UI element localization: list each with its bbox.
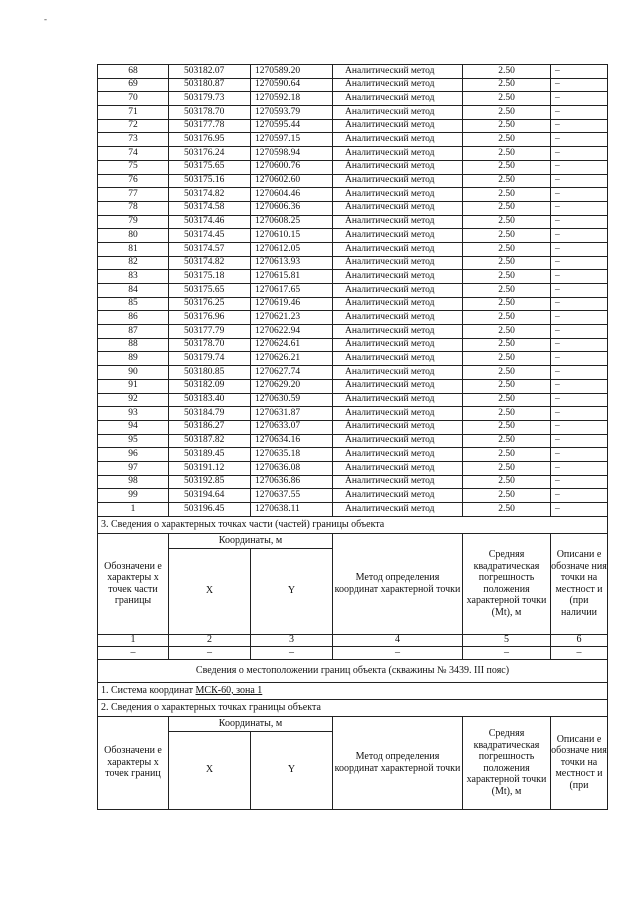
point-number-cell: 97 [98,461,169,475]
index-cell: 4 [333,634,463,646]
coord-x-cell: 503174.82 [169,188,251,202]
section3-title-row [98,516,608,533]
coord-y-cell: 1270610.15 [251,229,333,243]
index-cell: 6 [551,634,608,646]
table-row [98,461,608,475]
description-cell: – [551,229,608,243]
coord-y-cell: 1270626.21 [251,352,333,366]
precision-cell: 2.50 [463,201,551,215]
header2-description: Описани е обозначе ния точки на местност и (при [551,716,608,809]
method-cell: Аналитический метод [333,78,463,92]
precision-cell: 2.50 [463,379,551,393]
method-cell: Аналитический метод [333,311,463,325]
table-row [98,160,608,174]
method-cell: Аналитический метод [333,147,463,161]
table-row [98,92,608,106]
coord-x-cell: 503175.16 [169,174,251,188]
table-row [98,256,608,270]
table-row [98,65,608,79]
index-cell: 2 [169,634,251,646]
coord-y-cell: 1270589.20 [251,65,333,79]
method-cell: Аналитический метод [333,119,463,133]
method-cell: Аналитический метод [333,325,463,339]
header1-row-a [98,533,608,548]
coord-x-cell: 503174.57 [169,242,251,256]
index-cell: 5 [463,634,551,646]
index-row [98,634,608,646]
point-number-cell: 82 [98,256,169,270]
precision-cell: 2.50 [463,311,551,325]
description-cell: – [551,420,608,434]
description-cell: – [551,393,608,407]
dash-cell: – [169,646,251,659]
coord-x-cell: 503177.79 [169,325,251,339]
precision-cell: 2.50 [463,366,551,380]
description-cell: – [551,65,608,79]
precision-cell: 2.50 [463,284,551,298]
point-number-cell: 1 [98,503,169,517]
method-cell: Аналитический метод [333,270,463,284]
table-row [98,242,608,256]
section2-title-row [98,699,608,716]
precision-cell: 2.50 [463,270,551,284]
point-number-cell: 93 [98,407,169,421]
points-table [97,64,608,810]
coord-x-cell: 503175.18 [169,270,251,284]
precision-cell: 2.50 [463,352,551,366]
table-row [98,475,608,489]
table-row [98,229,608,243]
coord-y-cell: 1270597.15 [251,133,333,147]
section3-title: 3. Сведения о характерных точках части (частей) границы объекта [98,516,608,533]
coord-y-cell: 1270613.93 [251,256,333,270]
table-row [98,311,608,325]
index-cell: 1 [98,634,169,646]
description-cell: – [551,407,608,421]
description-cell: – [551,78,608,92]
precision-cell: 2.50 [463,475,551,489]
coord-x-cell: 503182.07 [169,65,251,79]
coord-x-cell: 503176.96 [169,311,251,325]
method-cell: Аналитический метод [333,338,463,352]
point-number-cell: 86 [98,311,169,325]
point-number-cell: 92 [98,393,169,407]
location-title-row [98,659,608,682]
coord-y-cell: 1270604.46 [251,188,333,202]
method-cell: Аналитический метод [333,215,463,229]
table-row [98,420,608,434]
coord-y-cell: 1270634.16 [251,434,333,448]
table-row [98,270,608,284]
description-cell: – [551,133,608,147]
precision-cell: 2.50 [463,215,551,229]
dash-cell: – [463,646,551,659]
point-number-cell: 91 [98,379,169,393]
description-cell: – [551,201,608,215]
coord-y-cell: 1270606.36 [251,201,333,215]
method-cell: Аналитический метод [333,503,463,517]
method-cell: Аналитический метод [333,434,463,448]
point-number-cell: 95 [98,434,169,448]
coord-y-cell: 1270630.59 [251,393,333,407]
section2-title: 2. Сведения о характерных точках границы объекта [98,699,608,716]
coord-x-cell: 503174.45 [169,229,251,243]
table-row [98,297,608,311]
description-cell: – [551,448,608,462]
point-number-cell: 79 [98,215,169,229]
coord-x-cell: 503175.65 [169,284,251,298]
table-row [98,78,608,92]
description-cell: – [551,270,608,284]
precision-cell: 2.50 [463,434,551,448]
coord-y-cell: 1270615.81 [251,270,333,284]
method-cell: Аналитический метод [333,407,463,421]
table-row [98,503,608,517]
index-cell: 3 [251,634,333,646]
coord-x-cell: 503174.58 [169,201,251,215]
description-cell: – [551,366,608,380]
point-number-cell: 89 [98,352,169,366]
coord-x-cell: 503174.82 [169,256,251,270]
method-cell: Аналитический метод [333,393,463,407]
method-cell: Аналитический метод [333,242,463,256]
coord-y-cell: 1270598.94 [251,147,333,161]
method-cell: Аналитический метод [333,489,463,503]
header1-method: Метод определения координат характерной точки [333,533,463,634]
corner-mark: - [44,14,47,24]
coord-x-cell: 503176.24 [169,147,251,161]
coord-x-cell: 503178.70 [169,338,251,352]
points-rows [98,65,608,517]
table-row [98,407,608,421]
precision-cell: 2.50 [463,174,551,188]
point-number-cell: 83 [98,270,169,284]
description-cell: – [551,475,608,489]
method-cell: Аналитический метод [333,420,463,434]
table-row [98,147,608,161]
table-row [98,133,608,147]
location-title: Сведения о местоположении границ объекта (скважины № 3439. III пояс) [98,659,608,682]
point-number-cell: 72 [98,119,169,133]
precision-cell: 2.50 [463,338,551,352]
table-row [98,174,608,188]
header2-method: Метод определения координат характерной точки [333,716,463,809]
method-cell: Аналитический метод [333,284,463,298]
coord-x-cell: 503179.74 [169,352,251,366]
precision-cell: 2.50 [463,297,551,311]
coord-y-cell: 1270608.25 [251,215,333,229]
description-cell: – [551,92,608,106]
coord-x-cell: 503184.79 [169,407,251,421]
coord-x-cell: 503175.65 [169,160,251,174]
table-row [98,448,608,462]
method-cell: Аналитический метод [333,229,463,243]
header1-designation: Обозначени е характеры х точек части границы [98,533,169,634]
coord-y-cell: 1270624.61 [251,338,333,352]
coord-system-row [98,682,608,699]
coord-y-cell: 1270612.05 [251,242,333,256]
coord-x-cell: 503174.46 [169,215,251,229]
precision-cell: 2.50 [463,65,551,79]
header2-x: X [169,731,251,809]
method-cell: Аналитический метод [333,65,463,79]
header1-y: Y [251,548,333,634]
coord-x-cell: 503176.25 [169,297,251,311]
point-number-cell: 76 [98,174,169,188]
coord-y-cell: 1270631.87 [251,407,333,421]
precision-cell: 2.50 [463,92,551,106]
dash-cell: – [333,646,463,659]
table-row [98,284,608,298]
dash-cell: – [551,646,608,659]
description-cell: – [551,147,608,161]
precision-cell: 2.50 [463,489,551,503]
coord-y-cell: 1270627.74 [251,366,333,380]
description-cell: – [551,106,608,120]
point-number-cell: 69 [98,78,169,92]
method-cell: Аналитический метод [333,297,463,311]
precision-cell: 2.50 [463,133,551,147]
method-cell: Аналитический метод [333,448,463,462]
point-number-cell: 73 [98,133,169,147]
precision-cell: 2.50 [463,256,551,270]
coord-x-cell: 503192.85 [169,475,251,489]
table-row [98,215,608,229]
table-row [98,434,608,448]
coord-x-cell: 503183.40 [169,393,251,407]
coord-y-cell: 1270619.46 [251,297,333,311]
coord-y-cell: 1270633.07 [251,420,333,434]
coord-x-cell: 503189.45 [169,448,251,462]
header1-precision: Средняя квадратическая погрешность положения характерной точки (Mt), м [463,533,551,634]
point-number-cell: 81 [98,242,169,256]
coord-x-cell: 503186.27 [169,420,251,434]
coord-y-cell: 1270637.55 [251,489,333,503]
point-number-cell: 85 [98,297,169,311]
precision-cell: 2.50 [463,420,551,434]
point-number-cell: 78 [98,201,169,215]
header2-designation: Обозначени е характеры х точек границ [98,716,169,809]
table-row [98,352,608,366]
coord-y-cell: 1270595.44 [251,119,333,133]
coord-x-cell: 503187.82 [169,434,251,448]
header2-y: Y [251,731,333,809]
precision-cell: 2.50 [463,325,551,339]
description-cell: – [551,352,608,366]
coord-y-cell: 1270617.65 [251,284,333,298]
method-cell: Аналитический метод [333,174,463,188]
description-cell: – [551,338,608,352]
precision-cell: 2.50 [463,393,551,407]
method-cell: Аналитический метод [333,352,463,366]
description-cell: – [551,256,608,270]
coord-x-cell: 503178.70 [169,106,251,120]
description-cell: – [551,434,608,448]
method-cell: Аналитический метод [333,366,463,380]
point-number-cell: 77 [98,188,169,202]
precision-cell: 2.50 [463,147,551,161]
coord-y-cell: 1270622.94 [251,325,333,339]
description-cell: – [551,489,608,503]
method-cell: Аналитический метод [333,92,463,106]
point-number-cell: 94 [98,420,169,434]
method-cell: Аналитический метод [333,379,463,393]
coord-x-cell: 503182.09 [169,379,251,393]
point-number-cell: 96 [98,448,169,462]
coord-y-cell: 1270636.08 [251,461,333,475]
point-number-cell: 70 [98,92,169,106]
coord-x-cell: 503176.95 [169,133,251,147]
point-number-cell: 74 [98,147,169,161]
point-number-cell: 98 [98,475,169,489]
precision-cell: 2.50 [463,160,551,174]
precision-cell: 2.50 [463,119,551,133]
table-row [98,366,608,380]
header2-coords: Координаты, м [169,716,333,731]
coord-x-cell: 503177.78 [169,119,251,133]
coord-y-cell: 1270600.76 [251,160,333,174]
description-cell: – [551,503,608,517]
header1-description: Описани е обозначе ния точки на местност и (при наличии [551,533,608,634]
point-number-cell: 71 [98,106,169,120]
precision-cell: 2.50 [463,448,551,462]
description-cell: – [551,461,608,475]
table-row [98,106,608,120]
coord-x-cell: 503180.85 [169,366,251,380]
coord-y-cell: 1270621.23 [251,311,333,325]
table-row [98,338,608,352]
precision-cell: 2.50 [463,106,551,120]
header2-precision: Средняя квадратическая погрешность положения характерной точки (Mt), м [463,716,551,809]
dash-row [98,646,608,659]
dash-cell: – [251,646,333,659]
method-cell: Аналитический метод [333,106,463,120]
coord-system-name: МСК-60, зона 1 [195,684,263,696]
coord-y-cell: 1270638.11 [251,503,333,517]
coord-x-cell: 503180.87 [169,78,251,92]
description-cell: – [551,174,608,188]
precision-cell: 2.50 [463,242,551,256]
table-row [98,489,608,503]
point-number-cell: 75 [98,160,169,174]
coord-y-cell: 1270602.60 [251,174,333,188]
description-cell: – [551,311,608,325]
coord-x-cell: 503191.12 [169,461,251,475]
header1-x: X [169,548,251,634]
table-row [98,325,608,339]
coord-system [98,682,608,699]
coord-y-cell: 1270592.18 [251,92,333,106]
method-cell: Аналитический метод [333,160,463,174]
coord-x-cell: 503196.45 [169,503,251,517]
method-cell: Аналитический метод [333,475,463,489]
header2-row-a [98,716,608,731]
table-row [98,393,608,407]
point-number-cell: 99 [98,489,169,503]
point-number-cell: 88 [98,338,169,352]
description-cell: – [551,188,608,202]
coord-y-cell: 1270635.18 [251,448,333,462]
precision-cell: 2.50 [463,407,551,421]
description-cell: – [551,215,608,229]
description-cell: – [551,325,608,339]
dash-cell: – [98,646,169,659]
description-cell: – [551,284,608,298]
coord-y-cell: 1270636.86 [251,475,333,489]
precision-cell: 2.50 [463,188,551,202]
precision-cell: 2.50 [463,229,551,243]
point-number-cell: 84 [98,284,169,298]
coord-y-cell: 1270593.79 [251,106,333,120]
method-cell: Аналитический метод [333,201,463,215]
description-cell: – [551,119,608,133]
coord-y-cell: 1270590.64 [251,78,333,92]
description-cell: – [551,297,608,311]
method-cell: Аналитический метод [333,461,463,475]
document-page [97,64,607,810]
method-cell: Аналитический метод [333,256,463,270]
coord-y-cell: 1270629.20 [251,379,333,393]
description-cell: – [551,160,608,174]
coord-system-prefix: 1. Система координат [101,684,196,696]
table-row [98,379,608,393]
precision-cell: 2.50 [463,503,551,517]
coord-x-cell: 503179.73 [169,92,251,106]
header1-coords: Координаты, м [169,533,333,548]
description-cell: – [551,379,608,393]
method-cell: Аналитический метод [333,188,463,202]
coord-x-cell: 503194.64 [169,489,251,503]
point-number-cell: 80 [98,229,169,243]
table-row [98,119,608,133]
description-cell: – [551,242,608,256]
point-number-cell: 90 [98,366,169,380]
point-number-cell: 87 [98,325,169,339]
point-number-cell: 68 [98,65,169,79]
precision-cell: 2.50 [463,78,551,92]
precision-cell: 2.50 [463,461,551,475]
table-row [98,188,608,202]
method-cell: Аналитический метод [333,133,463,147]
table-row [98,201,608,215]
